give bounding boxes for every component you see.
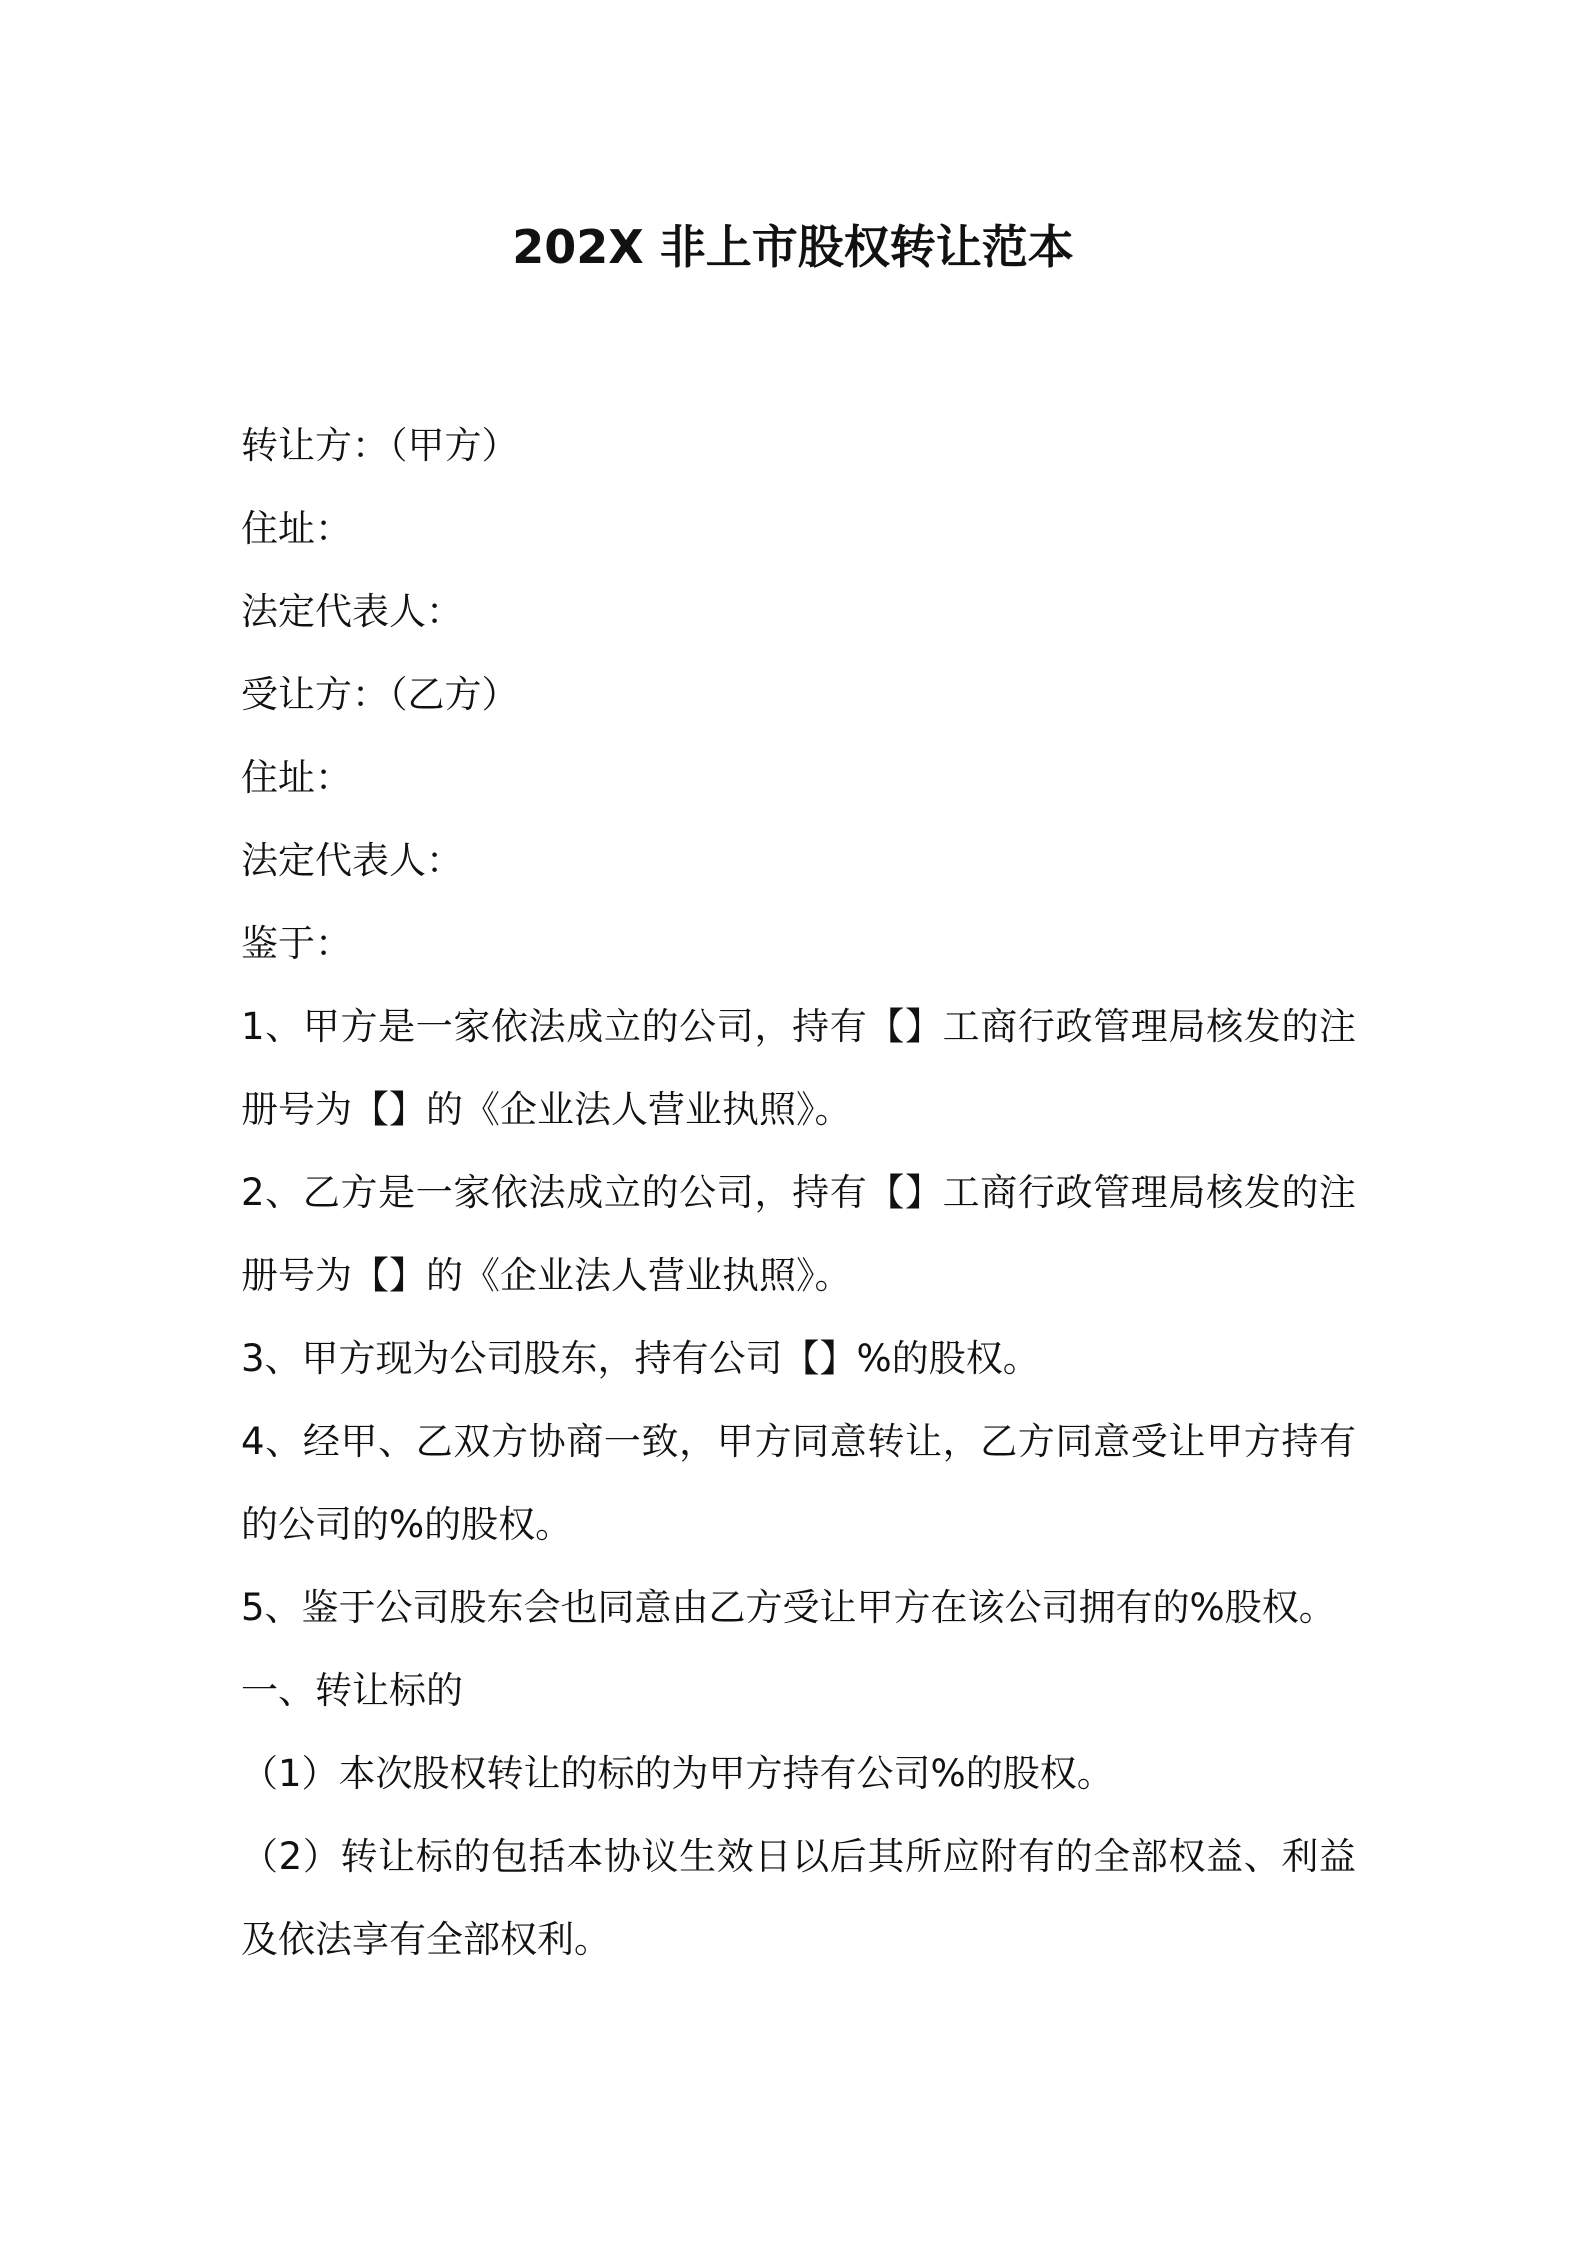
transferee-label: 受让方：（乙方） [241,673,519,716]
section-1-clause-2-line-1: （2）转让标的包括本协议生效日以后其所应附有的全部权益、利益 [241,1835,1356,1878]
section-1-clause-1: （1）本次股权转让的标的为甲方持有公司%的股权。 [241,1752,1114,1795]
whereas-item-5: 5、鉴于公司股东会也同意由乙方受让甲方在该公司拥有的%股权。 [241,1586,1336,1629]
document-title: 202X 非上市股权转让范本 [512,220,1074,274]
whereas-item-3: 3、甲方现为公司股东，持有公司【】%的股权。 [241,1337,1040,1380]
transferee-address: 住址： [241,756,352,799]
whereas-item-4-line-2: 的公司的%的股权。 [241,1503,573,1546]
whereas-item-2-line-2: 册号为【】的《企业法人营业执照》。 [241,1254,852,1297]
document-body [241,404,1356,1981]
whereas-item-1-line-2: 册号为【】的《企业法人营业执照》。 [241,1088,852,1131]
whereas-heading: 鉴于： [241,922,352,965]
whereas-item-2-line-1: 2、乙方是一家依法成立的公司，持有【】工商行政管理局核发的注 [241,1171,1356,1214]
whereas-item-1-line-1: 1、甲方是一家依法成立的公司，持有【】工商行政管理局核发的注 [241,1005,1356,1048]
whereas-item-4-line-1: 4、经甲、乙双方协商一致，甲方同意转让，乙方同意受让甲方持有 [241,1420,1356,1463]
section-1-clause-2-line-2: 及依法享有全部权利。 [241,1918,611,1961]
transferor-address: 住址： [241,507,352,550]
transferor-label: 转让方：（甲方） [241,424,519,467]
transferor-legal-rep: 法定代表人： [241,590,463,633]
transferee-legal-rep: 法定代表人： [241,839,463,882]
section-1-heading: 一、转让标的 [241,1669,463,1712]
